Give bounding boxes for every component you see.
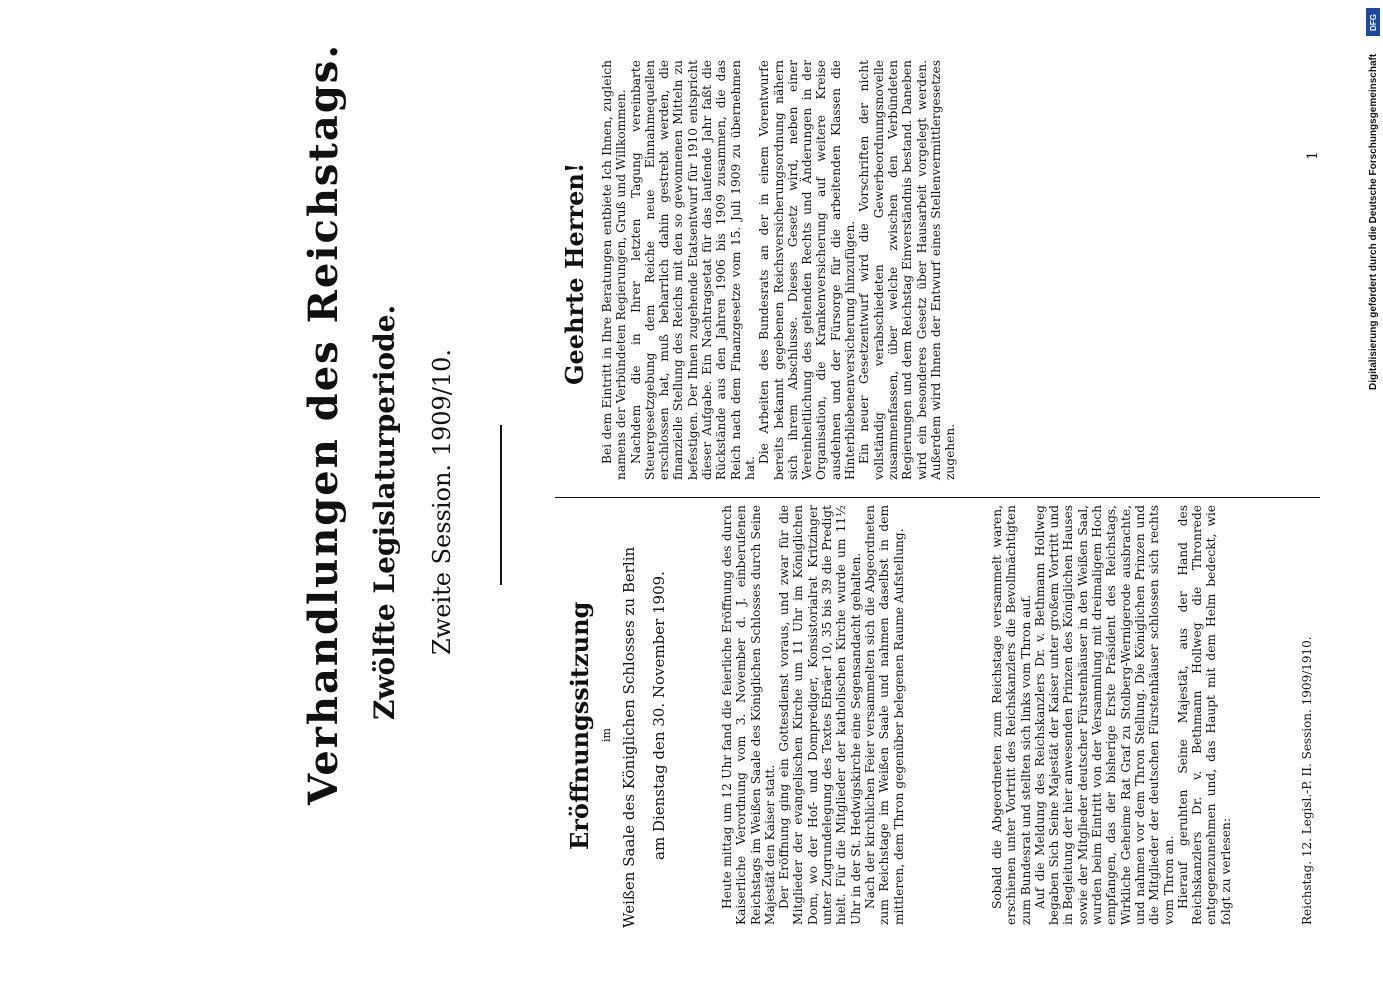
header-divider	[500, 425, 502, 585]
left-paragraph: Auf die Meldung des Reichskanzlers Dr. v. Bethmann Hollweg begaben Sich Seine Majestät der Kaiser unter großem Vortritt und in Begleitung der hier anwesenden Prinzen des Königlichen Hauses sowie der Mitglieder deutscher Fürstenhäuser in den Weißen Saal, wurden beim Eintritt von der Versammlung mit dreimaligem Hoch empfangen, das der bisherige Erste Präsident des Reichstags, Wirkliche Geheime Rat Graf zu Stolberg-Wernigerode ausbrachte, und nahmen vor dem Thron Stellung. Die Königlichen Prinzen und die Mitglieder der deutschen Fürstenhäuser schlossen sich rechts vom Thron an.	[1032, 505, 1176, 925]
page-number: 1	[1305, 151, 1321, 160]
page-title: Verhandlungen des Reichstags.	[300, 42, 347, 805]
session-line: Zweite Session. 1909/10.	[428, 348, 456, 655]
left-heading-sub: im	[600, 728, 613, 742]
left-paragraph: Nach der kirchlichen Feier versammelten sich die Abgeordneten zum Reichstage im Weißen Saale und nahmen daselbst in dem mittleren, dem Thron gegenüber belegenen Raume Aufstellung.	[862, 505, 906, 925]
left-paragraph: Heute mittag um 12 Uhr fand die feierliche Eröffnung des durch Kaiserliche Verordnung vom 3. November d. J. einberufenen Reichstags im Weißen Saale des Königlichen Schlosses durch Seine Majestät den Kaiser statt.	[720, 505, 777, 925]
right-body	[600, 60, 1220, 480]
digitization-note: Digitalisierung gefördert durch die Deutsche Forschungsgemeinschaft	[1368, 53, 1379, 390]
left-footer: Reichstag. 12. Legisl.-P. II. Session. 1909/1910.	[1300, 636, 1314, 925]
left-place: Weißen Saale des Königlichen Schlosses zu Berlin	[620, 546, 638, 928]
dfg-logo-text: DFG	[1368, 13, 1378, 31]
left-body-cont	[990, 505, 1290, 925]
left-heading: Eröffnungssitzung	[565, 601, 594, 850]
salutation: Geehrte Herren!	[560, 162, 589, 385]
right-paragraph: Bei dem Eintritt in Ihre Beratungen entbiete Ich Ihnen, zugleich namens der Verbündeten Regierungen, Gruß und Willkommen.	[600, 60, 629, 480]
left-body	[720, 505, 906, 925]
right-paragraph: Nachdem die in Ihrer letzten Tagung vereinbarte Steuergesetzgebung dem Reiche neue Einnahmequellen erschlossen hat, muß beharrlich dahin gestrebt werden, die finanzielle Stellung des Reichs mit den so gewonnenen Mitteln zu befestigen. Der Ihnen zugehende Etatsentwurf für 1910 entspricht dieser Aufgabe. Ein Nachtragsetat für das laufende Jahr faßt die Rückstände aus den Jahren 1906 bis 1909 zusammen, die das Reich nach dem Finanzgesetze vom 15. Juli 1909 zu übernehmen hat.	[628, 60, 757, 480]
right-paragraph: Ein neuer Gesetzentwurf wird die Vorschriften der nicht vollständig verabschiedeten Gewerbeordnungsnovelle zusammenfassen, über welche zwischen den Verbündeten Regierungen und dem Reichstag Einverständnis bestand. Daneben wird ein besonderes Gesetz über Hausarbeit vorgelegt werden. Außerdem wird Ihnen der Entwurf eines Stellenvermittlergesetzes zugehen.	[857, 60, 958, 480]
dfg-logo-icon	[1366, 8, 1380, 36]
left-paragraph: Der Eröffnung ging ein Gottesdienst voraus, und zwar für die Mitglieder der evangelischen Kirche um 11 Uhr im Königlichen Dom, wo der Hof- und Domprediger, Konsistorialrat Kritzinger unter Zugrundelegung des Textes Ebräer 10, 35 bis 39 die Predigt hielt. Für die Mitglieder der katholischen Kirche wurde um 11½ Uhr in der St. Hedwigskirche eine Segensandacht gehalten.	[777, 505, 863, 925]
left-date: am Dienstag den 30. November 1909.	[650, 571, 668, 860]
legislative-period: Zwölfte Legislaturperiode.	[368, 304, 401, 720]
column-divider	[555, 497, 1320, 498]
left-paragraph: Sobald die Abgeordneten zum Reichstage versammelt waren, erschienen unter Vortritt des Reichskanzlers die Bevollmächtigten zum Bundesrat und stellten sich links vom Thron auf.	[990, 505, 1033, 925]
left-paragraph: Hierauf geruhten Seine Majestät, aus der Hand des Reichskanzlers Dr. v. Bethmann Hollweg die Thronrede entgegenzunehmen und, das Haupt mit dem Helm bedeckt, wie folgt zu verlesen:	[1175, 505, 1233, 925]
right-paragraph: Die Arbeiten des Bundesrats an der in einem Vorentwurfe bereits bekannt gegebenen Reichsversicherungsordnung nähern sich ihrem Abschlusse. Dieses Gesetz wird, neben einer Vereinheitlichung des geltenden Rechts und Änderungen in der Organisation, die Krankenversicherung auf weitere Kreise ausdehnen und der Fürsorge für die arbeitenden Klassen die Hinterbliebenenversicherung hinzufügen.	[757, 60, 858, 480]
